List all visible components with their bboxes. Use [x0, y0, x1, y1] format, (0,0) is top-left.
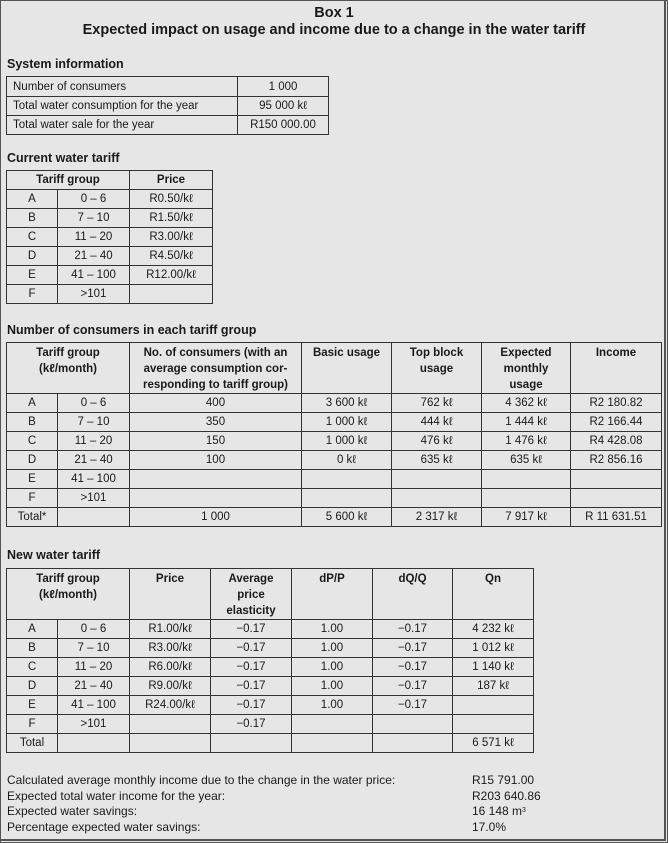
cell-dpp: 1.00	[292, 639, 373, 658]
cell-group: F	[7, 489, 58, 508]
tariff-range: 11 – 20	[58, 228, 130, 247]
total-consumers: 1 000	[130, 508, 302, 527]
system-info-label: Number of consumers	[7, 77, 238, 97]
cell-consumers: 150	[130, 432, 302, 451]
cell-price: R1.00/kℓ	[130, 620, 211, 639]
tariff-range: >101	[58, 285, 130, 304]
cell-top: 762 kℓ	[392, 394, 482, 413]
summary-row	[7, 820, 541, 836]
table-row	[7, 620, 534, 639]
table-row	[7, 209, 213, 228]
header-line: usage	[419, 363, 454, 375]
total-qn: 6 571 kℓ	[453, 734, 534, 753]
cell-qn	[453, 715, 534, 734]
tariff-group: A	[7, 190, 58, 209]
header-tariff-group: Tariff group	[7, 171, 130, 190]
cell-basic	[302, 470, 392, 489]
cell-consumers: 350	[130, 413, 302, 432]
table-row	[7, 658, 534, 677]
table-row	[7, 77, 329, 97]
tariff-range: 21 – 40	[58, 247, 130, 266]
cell-dpp: 1.00	[292, 658, 373, 677]
cell-empty	[373, 734, 453, 753]
cell-dqq: −0.17	[373, 620, 453, 639]
consumers-title: Number of consumers in each tariff group	[7, 323, 257, 337]
system-info-title: System information	[7, 57, 124, 71]
cell-empty	[292, 734, 373, 753]
header-line: usage	[509, 379, 543, 391]
cell-top: 444 kℓ	[392, 413, 482, 432]
cell-dqq: −0.17	[373, 677, 453, 696]
cell-dqq: −0.17	[373, 658, 453, 677]
cell-group: C	[7, 432, 58, 451]
summary-label: Expected total water income for the year:	[7, 788, 226, 803]
table-row	[7, 116, 329, 135]
cell-dpp	[292, 715, 373, 734]
system-info-value: 1 000	[238, 77, 329, 97]
header-line: Top block	[409, 347, 464, 359]
box-label: Box 1	[314, 5, 354, 21]
cell-income: R2 166.44	[571, 413, 662, 432]
system-info-label: Total water sale for the year	[7, 116, 238, 135]
cell-empty	[211, 734, 292, 753]
cell-range: 41 – 100	[58, 696, 130, 715]
table-row	[7, 451, 662, 470]
cell-consumers: 100	[130, 451, 302, 470]
total-expected: 7 917 kℓ	[482, 508, 571, 527]
header-line: Expected	[500, 347, 552, 359]
table-row	[7, 639, 534, 658]
tariff-group: E	[7, 266, 58, 285]
table-header-row	[7, 343, 662, 394]
cell-top: 635 kℓ	[392, 451, 482, 470]
header-qn: Qn	[453, 569, 534, 620]
cell-dpp: 1.00	[292, 696, 373, 715]
cell-price: R9.00/kℓ	[130, 677, 211, 696]
box-title: Expected impact on usage and income due to a change in the water tariff	[82, 22, 586, 38]
summary-value: 17.0%	[472, 819, 507, 834]
header-line: price	[237, 589, 265, 601]
cell-expected: 1 444 kℓ	[482, 413, 571, 432]
header-line: Average	[228, 573, 274, 585]
table-header-row	[7, 569, 534, 620]
tariff-group: D	[7, 247, 58, 266]
table-row	[7, 247, 213, 266]
header-price: Price	[130, 171, 213, 190]
new-tariff-title: New water tariff	[7, 548, 101, 562]
header-elasticity	[211, 569, 292, 620]
cell-empty	[58, 508, 130, 527]
cell-range: 7 – 10	[58, 413, 130, 432]
cell-group: D	[7, 677, 58, 696]
summary-label: Calculated average monthly income due to the change in the water price:	[7, 773, 396, 787]
system-info-value: 95 000 kℓ	[238, 97, 329, 116]
header-dp-p: dP/P	[292, 569, 373, 620]
summary-row	[7, 789, 541, 805]
table-row	[7, 285, 213, 304]
total-label: Total	[7, 734, 58, 753]
cell-dqq: −0.17	[373, 696, 453, 715]
table-row	[7, 97, 329, 116]
cell-group: E	[7, 696, 58, 715]
cell-basic: 3 600 kℓ	[302, 394, 392, 413]
cell-group: B	[7, 639, 58, 658]
table-row	[7, 489, 662, 508]
cell-income: R2 856.16	[571, 451, 662, 470]
header-line: monthly	[503, 363, 549, 375]
cell-dqq	[373, 715, 453, 734]
cell-dpp: 1.00	[292, 677, 373, 696]
cell-elasticity: −0.17	[211, 677, 292, 696]
cell-group: A	[7, 394, 58, 413]
header-line: average consumption cor-	[143, 363, 288, 375]
cell-elasticity: −0.17	[211, 715, 292, 734]
table-row	[7, 228, 213, 247]
tariff-price: R12.00/kℓ	[130, 266, 213, 285]
cell-group: E	[7, 470, 58, 489]
cell-basic: 1 000 kℓ	[302, 432, 392, 451]
cell-range: 0 – 6	[58, 394, 130, 413]
table-row	[7, 413, 662, 432]
cell-range: 0 – 6	[58, 620, 130, 639]
header-line: Tariff group	[36, 573, 100, 585]
tariff-range: 0 – 6	[58, 190, 130, 209]
cell-top: 476 kℓ	[392, 432, 482, 451]
total-basic: 5 600 kℓ	[302, 508, 392, 527]
cell-elasticity: −0.17	[211, 620, 292, 639]
table-row	[7, 696, 534, 715]
cell-group: F	[7, 715, 58, 734]
tariff-range: 7 – 10	[58, 209, 130, 228]
cell-qn: 1 012 kℓ	[453, 639, 534, 658]
table-row	[7, 715, 534, 734]
header-top-block-usage	[392, 343, 482, 394]
cell-income	[571, 489, 662, 508]
cell-income: R2 180.82	[571, 394, 662, 413]
cell-basic	[302, 489, 392, 508]
cell-income	[571, 470, 662, 489]
tariff-range: 41 – 100	[58, 266, 130, 285]
cell-dqq: −0.17	[373, 639, 453, 658]
cell-price	[130, 715, 211, 734]
cell-empty	[58, 734, 130, 753]
tariff-group: F	[7, 285, 58, 304]
tariff-group: C	[7, 228, 58, 247]
table-row	[7, 470, 662, 489]
header-line: (kℓ/month)	[39, 363, 97, 375]
cell-expected: 1 476 kℓ	[482, 432, 571, 451]
current-tariff-title: Current water tariff	[7, 151, 120, 165]
cell-qn: 187 kℓ	[453, 677, 534, 696]
header-dq-q: dQ/Q	[373, 569, 453, 620]
total-income: R 11 631.51	[571, 508, 662, 527]
summary-row	[7, 773, 541, 789]
cell-qn: 4 232 kℓ	[453, 620, 534, 639]
cell-empty	[130, 734, 211, 753]
header-basic-usage: Basic usage	[302, 343, 392, 394]
total-top: 2 317 kℓ	[392, 508, 482, 527]
cell-elasticity: −0.17	[211, 696, 292, 715]
header-line: Tariff group	[36, 347, 100, 359]
cell-price: R3.00/kℓ	[130, 639, 211, 658]
header-line: (kℓ/month)	[39, 589, 97, 601]
cell-range: 21 – 40	[58, 677, 130, 696]
tariff-price: R1.50/kℓ	[130, 209, 213, 228]
summary-value: R203 640.86	[472, 788, 541, 803]
summary-value-superscript: 3	[522, 807, 526, 814]
header-tariff-group	[7, 569, 130, 620]
table-total-row	[7, 734, 534, 753]
header-price: Price	[130, 569, 211, 620]
table-total-row	[7, 508, 662, 527]
header-consumers	[130, 343, 302, 394]
cell-dpp: 1.00	[292, 620, 373, 639]
cell-expected: 635 kℓ	[482, 451, 571, 470]
cell-expected: 4 362 kℓ	[482, 394, 571, 413]
cell-range: 41 – 100	[58, 470, 130, 489]
summary-value: R15 791.00	[472, 773, 535, 787]
cell-group: C	[7, 658, 58, 677]
tariff-price: R0.50/kℓ	[130, 190, 213, 209]
cell-range: >101	[58, 715, 130, 734]
cell-qn: 1 140 kℓ	[453, 658, 534, 677]
cell-elasticity: −0.17	[211, 658, 292, 677]
cell-range: 7 – 10	[58, 639, 130, 658]
header-expected-usage	[482, 343, 571, 394]
tariff-price: R4.50/kℓ	[130, 247, 213, 266]
cell-consumers: 400	[130, 394, 302, 413]
header-line: No. of consumers (with an	[143, 347, 288, 359]
header-income: Income	[571, 343, 662, 394]
summary-label: Expected water savings:	[7, 804, 138, 818]
cell-range: 21 – 40	[58, 451, 130, 470]
summary-value	[472, 804, 526, 820]
cell-basic: 1 000 kℓ	[302, 413, 392, 432]
cell-basic: 0 kℓ	[302, 451, 392, 470]
table-row	[7, 266, 213, 285]
cell-consumers	[130, 470, 302, 489]
cell-expected	[482, 489, 571, 508]
cell-range: 11 – 20	[58, 658, 130, 677]
cell-group: A	[7, 620, 58, 639]
summary	[7, 773, 541, 835]
cell-range: 11 – 20	[58, 432, 130, 451]
header-line: responding to tariff group)	[142, 379, 288, 391]
summary-value-text: 16 148 m	[472, 804, 523, 818]
consumers-table	[6, 342, 662, 527]
summary-label: Percentage expected water savings:	[7, 819, 201, 834]
table-header-row	[7, 171, 213, 190]
table-row	[7, 190, 213, 209]
header-line: elasticity	[226, 605, 276, 617]
cell-top	[392, 470, 482, 489]
cell-range: >101	[58, 489, 130, 508]
cell-group: D	[7, 451, 58, 470]
cell-qn	[453, 696, 534, 715]
system-info-value: R150 000.00	[238, 116, 329, 135]
cell-expected	[482, 470, 571, 489]
cell-price: R6.00/kℓ	[130, 658, 211, 677]
tariff-price	[130, 285, 213, 304]
cell-consumers	[130, 489, 302, 508]
table-row	[7, 432, 662, 451]
tariff-price: R3.00/kℓ	[130, 228, 213, 247]
header-tariff-group	[7, 343, 130, 394]
cell-top	[392, 489, 482, 508]
summary-row	[7, 804, 541, 820]
new-tariff-table	[6, 568, 534, 753]
cell-group: B	[7, 413, 58, 432]
table-row	[7, 394, 662, 413]
system-info-table	[6, 76, 329, 135]
total-label: Total*	[7, 508, 58, 527]
system-info-label: Total water consumption for the year	[7, 97, 238, 116]
cell-income: R4 428.08	[571, 432, 662, 451]
tariff-group: B	[7, 209, 58, 228]
current-tariff-table	[6, 170, 213, 304]
cell-elasticity: −0.17	[211, 639, 292, 658]
table-row	[7, 677, 534, 696]
cell-price: R24.00/kℓ	[130, 696, 211, 715]
